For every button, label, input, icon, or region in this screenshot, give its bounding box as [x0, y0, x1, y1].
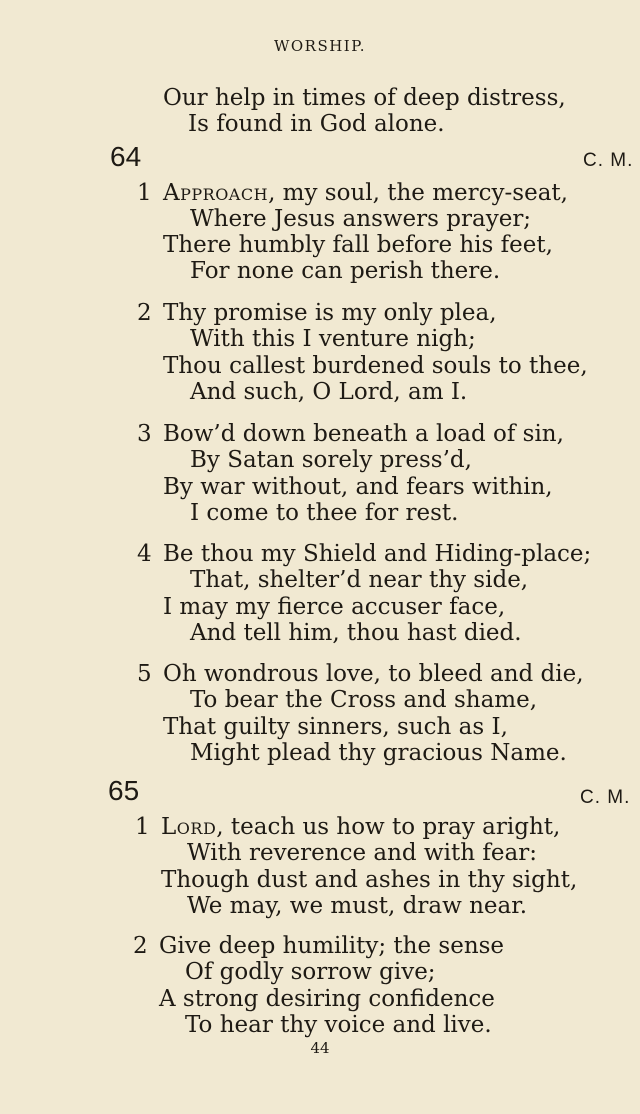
continuation-line: Is found in God alone.: [188, 111, 445, 137]
verse-line: Oh wondrous love, to bleed and die,: [163, 661, 584, 687]
verse-line: I come to thee for rest.: [190, 500, 459, 526]
hymn-meter: C. M.: [583, 150, 634, 171]
verse-line: Though dust and ashes in thy sight,: [161, 867, 578, 893]
verse-first-word: Lord: [161, 814, 217, 840]
verse-line: For none can perish there.: [190, 258, 501, 284]
verse-first-rest: , my soul, the mercy-seat,: [268, 180, 568, 206]
verse-number: 4: [137, 541, 152, 567]
verse-line: Might plead thy gracious Name.: [190, 740, 567, 766]
continuation-line: Our help in times of deep distress,: [163, 85, 566, 111]
verse-number: 2: [133, 933, 148, 959]
verse-line: Be thou my Shield and Hiding-place;: [163, 541, 592, 567]
verse-number: 1: [135, 814, 150, 840]
verse-line: By Satan sorely press’d,: [190, 447, 472, 473]
page-number: 44: [310, 1039, 330, 1057]
verse-line: [161, 814, 560, 840]
verse-line: With this I venture nigh;: [190, 326, 476, 352]
verse-number: 2: [137, 300, 152, 326]
verse-line: Thy promise is my only plea,: [163, 300, 497, 326]
verse-line: By war without, and fears within,: [163, 474, 553, 500]
verse-first-word: Approach: [163, 180, 269, 206]
verse-line: We may, we must, draw near.: [187, 893, 528, 919]
verse-line: Where Jesus answers prayer;: [190, 206, 532, 232]
hymn-number: 65: [108, 775, 140, 806]
hymn-meter: C. M.: [580, 787, 631, 808]
hymn-number: 64: [110, 141, 142, 172]
verse-number: 1: [137, 180, 152, 206]
verse-line: Give deep humility; the sense: [159, 933, 505, 959]
verse-line: And tell him, thou hast died.: [190, 620, 522, 646]
verse-line: Thou callest burdened souls to thee,: [163, 353, 588, 379]
verse-line: To hear thy voice and live.: [185, 1012, 492, 1038]
verse-line: I may my fierce accuser face,: [163, 594, 506, 620]
verse-line: [163, 180, 568, 206]
verse-first-rest: , teach us how to pray aright,: [216, 814, 561, 840]
verse-line: That guilty sinners, such as I,: [163, 714, 508, 740]
verse-line: There humbly fall before his feet,: [163, 232, 553, 258]
verse-line: Bow’d down beneath a load of sin,: [163, 421, 564, 447]
verse-line: With reverence and with fear:: [187, 840, 537, 866]
verse-line: Of godly sorrow give;: [185, 959, 436, 985]
verse-line: That, shelter’d near thy side,: [190, 567, 529, 593]
verse-number: 3: [137, 421, 152, 447]
verse-number: 5: [137, 661, 152, 687]
verse-line: A strong desiring confidence: [159, 986, 495, 1012]
verse-line: And such, O Lord, am I.: [190, 379, 468, 405]
running-head: WORSHIP.: [273, 37, 367, 55]
verse-line: To bear the Cross and shame,: [190, 687, 538, 713]
